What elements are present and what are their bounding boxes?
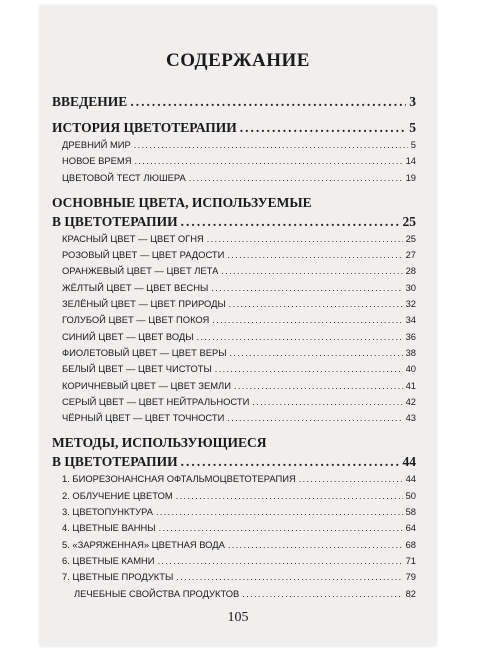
toc-subentry[interactable]: [52, 569, 416, 585]
toc-page: 30: [405, 281, 416, 293]
leader-dots: [230, 345, 403, 361]
toc-page: 58: [405, 506, 416, 518]
toc-subentry[interactable]: [52, 280, 416, 296]
toc-label: ФИОЛЕТОВЫЙ ЦВЕТ — ЦВЕТ ВЕРЫ: [62, 346, 227, 358]
page-title: СОДЕРЖАНИЕ: [166, 50, 310, 71]
toc-page: 64: [405, 522, 416, 534]
toc-label: 5. «ЗАРЯЖЕННАЯ» ЦВЕТНАЯ ВОДА: [62, 538, 225, 550]
toc-subentry[interactable]: [52, 345, 416, 361]
toc-subentry[interactable]: [52, 153, 416, 169]
toc-label: 4. ЦВЕТНЫЕ ВАННЫ: [62, 522, 156, 534]
toc-label: ОРАНЖЕВЫЙ ЦВЕТ — ЦВЕТ ЛЕТА: [62, 265, 219, 277]
toc-section-colors-line1: ОСНОВНЫЕ ЦВЕТА, ИСПОЛЬЗУЕМЫЕ: [52, 194, 312, 210]
page-number: 105: [227, 610, 249, 625]
toc-page: 36: [405, 330, 416, 342]
leader-dots: [189, 170, 403, 186]
toc-label: ГОЛУБОЙ ЦВЕТ — ЦВЕТ ПОКОЯ: [62, 314, 210, 326]
leader-dots: [234, 378, 403, 394]
leader-dots: [221, 263, 402, 279]
toc-page: 25: [402, 213, 416, 229]
leader-dots: [228, 537, 403, 553]
toc-label: ВВЕДЕНИЕ: [52, 94, 128, 109]
toc-page: 34: [405, 314, 416, 326]
toc-page: 71: [405, 554, 416, 566]
toc-label: КОРИЧНЕВЫЙ ЦВЕТ — ЦВЕТ ЗЕМЛИ: [62, 379, 231, 391]
toc-entry-intro[interactable]: [52, 92, 416, 111]
history-list: [52, 137, 416, 186]
leader-dots: [158, 553, 403, 569]
toc-label: В ЦВЕТОТЕРАПИИ: [52, 454, 178, 470]
toc-subentry[interactable]: [52, 504, 416, 520]
leader-dots: [130, 92, 406, 111]
toc-page: 5: [410, 139, 416, 150]
toc-page: 3: [409, 94, 416, 109]
leader-dots: [227, 410, 402, 426]
book-page: [40, 6, 436, 646]
toc-page: 19: [405, 171, 416, 183]
toc-label: НОВОЕ ВРЕМЯ: [62, 155, 132, 167]
leader-dots: [240, 118, 407, 137]
toc-subentry[interactable]: [52, 312, 416, 328]
toc-subentry[interactable]: [52, 537, 416, 553]
methods-list: [52, 471, 416, 601]
toc-label: 2. ОБЛУЧЕНИЕ ЦВЕТОМ: [62, 489, 173, 501]
toc-label: ИСТОРИЯ ЦВЕТОТЕРАПИИ: [52, 120, 237, 135]
toc-subentry[interactable]: [52, 586, 416, 602]
leader-dots: [156, 504, 403, 520]
toc-page: 44: [405, 473, 416, 485]
colors-list: [52, 231, 416, 427]
toc-page: 40: [405, 363, 416, 375]
toc-page: 43: [405, 412, 416, 424]
leader-dots: [207, 231, 403, 247]
toc-label: 6. ЦВЕТНЫЕ КАМНИ: [62, 554, 155, 566]
leader-dots: [227, 247, 402, 263]
toc-page: 38: [405, 346, 416, 358]
leader-dots: [159, 520, 403, 536]
toc-page: 14: [405, 155, 416, 167]
toc-page: 42: [405, 395, 416, 407]
toc-section-methods-line1: МЕТОДЫ, ИСПОЛЬЗУЮЩИЕСЯ: [52, 435, 267, 451]
toc-entry-methods[interactable]: [52, 452, 416, 471]
toc-subentry[interactable]: [52, 296, 416, 312]
toc-page: 44: [402, 454, 416, 470]
toc-page: 68: [405, 538, 416, 550]
toc-label: ЛЕЧЕБНЫЕ СВОЙСТВА ПРОДУКТОВ: [74, 587, 240, 599]
leader-dots: [176, 569, 402, 585]
leader-dots: [134, 137, 408, 153]
toc-label: СИНИЙ ЦВЕТ — ЦВЕТ ВОДЫ: [62, 330, 194, 342]
toc-label: 3. ЦВЕТОПУНКТУРА: [62, 506, 153, 518]
toc-subentry[interactable]: [52, 247, 416, 263]
toc-label: ЧЁРНЫЙ ЦВЕТ — ЦВЕТ ТОЧНОСТИ: [62, 412, 225, 424]
toc-subentry[interactable]: [52, 170, 416, 186]
leader-dots: [252, 394, 402, 410]
toc-label: ЗЕЛЁНЫЙ ЦВЕТ — ЦВЕТ ПРИРОДЫ: [62, 298, 226, 310]
toc-subentry[interactable]: [52, 378, 416, 394]
toc-label: В ЦВЕТОТЕРАПИИ: [52, 213, 178, 229]
toc-subentry[interactable]: [52, 553, 416, 569]
leader-dots: [212, 312, 402, 328]
toc-label: КРАСНЫЙ ЦВЕТ — ЦВЕТ ОГНЯ: [62, 232, 204, 244]
toc-subentry[interactable]: [52, 361, 416, 377]
toc-page: 32: [405, 298, 416, 310]
toc-label: БЕЛЫЙ ЦВЕТ — ЦВЕТ ЧИСТОТЫ: [62, 363, 212, 375]
toc-label: 7. ЦВЕТНЫЕ ПРОДУКТЫ: [62, 571, 174, 583]
toc-subentry[interactable]: [52, 329, 416, 345]
leader-dots: [181, 212, 400, 231]
toc-page: 41: [405, 379, 416, 391]
toc-subentry[interactable]: [52, 231, 416, 247]
toc-label: 1. БИОРЕЗОНАНСНАЯ ОФТАЛЬМОЦВЕТОТЕРАПИЯ: [62, 473, 296, 485]
toc-page: 82: [405, 587, 416, 599]
toc-subentry[interactable]: [52, 137, 416, 153]
leader-dots: [229, 296, 403, 312]
leader-dots: [176, 488, 403, 504]
toc-label: РОЗОВЫЙ ЦВЕТ — ЦВЕТ РАДОСТИ: [62, 249, 225, 261]
table-of-contents: [52, 92, 416, 602]
leader-dots: [181, 452, 400, 471]
toc-subentry[interactable]: [52, 394, 416, 410]
leader-dots: [242, 586, 402, 602]
leader-dots: [211, 280, 402, 296]
toc-label: ДРЕВНИЙ МИР: [62, 139, 131, 150]
toc-subentry[interactable]: [52, 263, 416, 279]
toc-label: ЦВЕТОВОЙ ТЕСТ ЛЮШЕРА: [62, 171, 186, 183]
toc-page: 50: [405, 489, 416, 501]
toc-subentry[interactable]: [52, 471, 416, 487]
toc-subentry[interactable]: [52, 488, 416, 504]
toc-label: СЕРЫЙ ЦВЕТ — ЦВЕТ НЕЙТРАЛЬНОСТИ: [62, 395, 250, 407]
toc-label: ЖЁЛТЫЙ ЦВЕТ — ЦВЕТ ВЕСНЫ: [62, 281, 209, 293]
leader-dots: [299, 471, 403, 487]
leader-dots: [197, 329, 403, 345]
toc-entry-history[interactable]: [52, 118, 416, 137]
toc-page: 27: [405, 249, 416, 261]
toc-page: 28: [405, 265, 416, 277]
toc-page: 25: [405, 232, 416, 244]
leader-dots: [215, 361, 403, 377]
toc-page: 79: [405, 571, 416, 583]
toc-entry-colors[interactable]: [52, 212, 416, 231]
toc-subentry[interactable]: [52, 410, 416, 426]
toc-page: 5: [409, 120, 416, 135]
leader-dots: [135, 153, 403, 169]
toc-subentry[interactable]: [52, 520, 416, 536]
